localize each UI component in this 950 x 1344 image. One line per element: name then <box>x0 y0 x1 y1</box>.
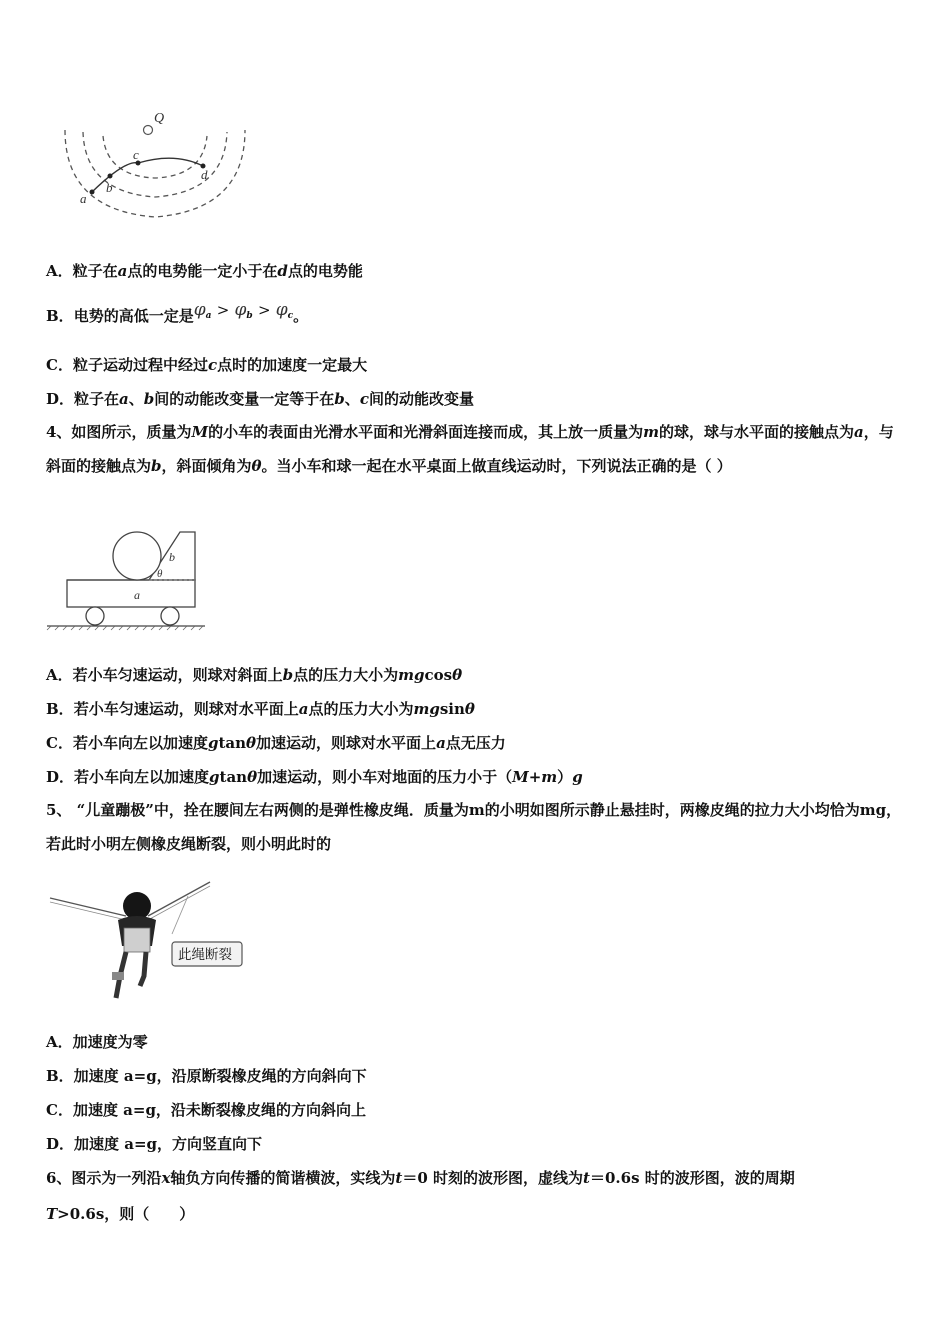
svg-text:c: c <box>133 147 139 162</box>
q3-option-a: A．粒子在a点的电势能一定小于在d点的电势能 <box>46 262 363 280</box>
q4-option-d: D．若小车向左以加速度gtanθ加速运动，则小车对地面的压力小于（M+m）g <box>46 768 583 786</box>
wheel-right <box>161 607 179 625</box>
q6-stem: 6、图示为一列沿x轴负方向传播的简谐横波，实线为t＝0 时刻的波形图，虚线为t＝0.6s 时的波形图，波的周期 T>0.6s，则（ ） <box>46 1169 795 1223</box>
svg-text:θ: θ <box>157 568 163 580</box>
q3-option-c: C．粒子运动过程中经过c点时的加速度一定最大 <box>46 356 368 374</box>
q4-stem: 4、如图所示，质量为M的小车的表面由光滑水平面和光滑斜面连接而成，其上放一质量为m的球，球与水平面的接触点为a，与斜面的接触点为b，斜面倾角为θ。当小车和球一起在水平桌面上做直线运动时，下列说法正确的是（ ） <box>46 423 894 475</box>
q5-option-a: A．加速度为零 <box>46 1033 148 1051</box>
cart-figure <box>45 528 210 633</box>
ball <box>113 532 161 580</box>
child-head <box>123 892 151 920</box>
q5-option-c: C．加速度 a=g，沿未断裂橡皮绳的方向斜向上 <box>46 1101 366 1119</box>
bungee-figure <box>48 876 248 1006</box>
cart-body <box>67 580 195 607</box>
q4-option-a: A．若小车匀速运动，则球对斜面上b点的压力大小为mgcosθ <box>46 666 463 684</box>
svg-text:d: d <box>201 167 208 182</box>
svg-text:b: b <box>169 550 175 564</box>
svg-text:b: b <box>106 180 113 195</box>
q5-option-d: D．加速度 a=g，方向竖直向下 <box>46 1135 263 1153</box>
q3-option-d: D．粒子在a、b间的动能改变量一定等于在b、c间的动能改变量 <box>46 390 474 408</box>
q4-option-b: B．若小车匀速运动，则球对水平面上a点的压力大小为mgsinθ <box>46 700 475 718</box>
rope-right <box>148 882 210 916</box>
rope-left <box>50 898 126 916</box>
svg-text:此绳断裂: 此绳断裂 <box>178 947 232 963</box>
svg-text:a: a <box>80 191 87 206</box>
potential-inequality: $\varphi_a > \varphi_b > \varphi_c$ <box>193 300 294 321</box>
q3-option-b: B．电势的高低一定是$\varphi_a > \varphi_b > \varphi_c$。 <box>46 300 309 325</box>
label-q: Q <box>154 111 165 126</box>
q5-option-b: B．加速度 a=g，沿原断裂橡皮绳的方向斜向下 <box>46 1067 367 1085</box>
q5-stem: 5、 “儿童蹦极”中，拴在腰间左右两侧的是弹性橡皮绳．质量为m的小明如图所示静止悬挂时，两橡皮绳的拉力大小均恰为mg，若此时小明左侧橡皮绳断裂，则小明此时的 <box>46 801 902 853</box>
charge-q-marker <box>144 126 153 135</box>
q4-option-c: C．若小车向左以加速度gtanθ加速运动，则球对水平面上a点无压力 <box>46 734 506 752</box>
svg-text:a: a <box>134 588 140 602</box>
equipotential-figure <box>55 100 255 225</box>
wheel-left <box>86 607 104 625</box>
